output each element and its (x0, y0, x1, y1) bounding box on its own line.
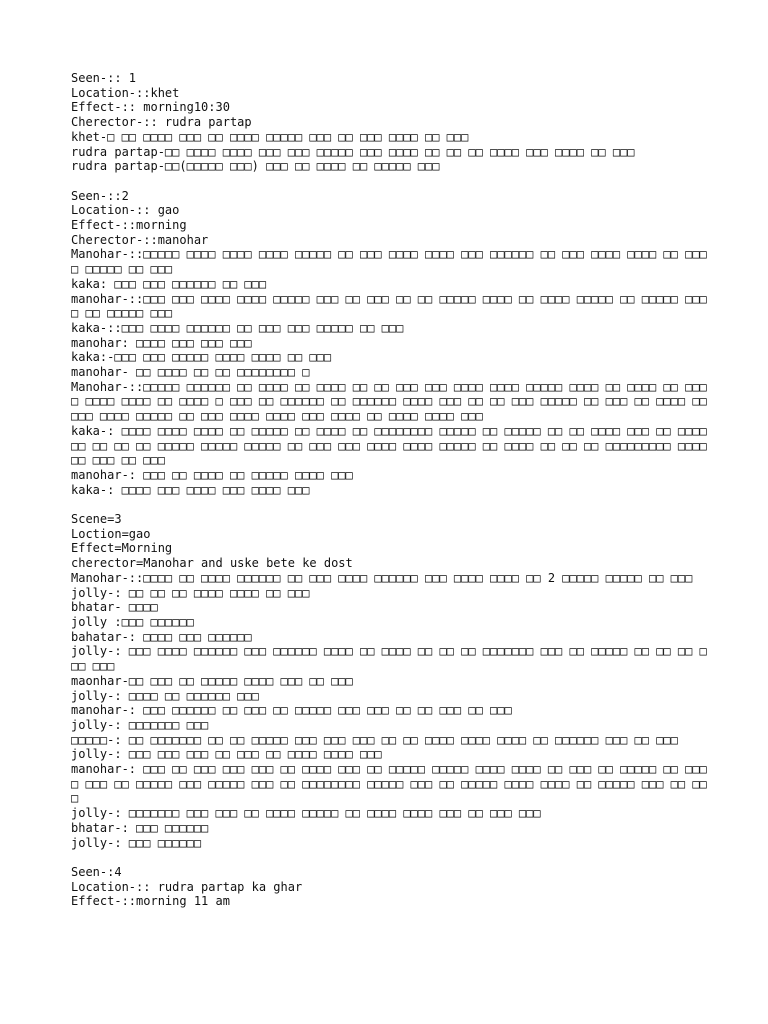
document-line: jolly-: □□□ □□□ □□□ □□ □□□ □□ □□□□ □□□□ □□□ (71, 747, 382, 762)
blank-line (71, 174, 711, 189)
document-line: jolly :□□□ □□□□□□ (71, 614, 194, 629)
document-line: kaka-: □□□□ □□□□ □□□□ □□ □□□□□ □□ □□□□ □□ □□□□□□□□ □□□□□ □□ □□□□□ □□ □□ □□□□ □□□ □□ □□□□ □□ □□ □□ □□ □□□□□ □□□□□ □□□□□ □□ □□□ □□□ □□□□ □□□□ □□□□□ □□ □□□□ □□ □□ □□ □□□□□□□□□ □□□□ □□ □□□ □□ □□□ (71, 423, 714, 468)
document-line: jolly-: □□□ □□□□□□ (71, 835, 202, 850)
document-line: rudra partap-□□ □□□□ □□□□ □□□ □□□ □□□□□ □□□ □□□□ □□ □□ □□ □□□□ □□□ □□□□ □□ □□□ (71, 144, 635, 159)
document-line: Location-:: rudra partap ka ghar (71, 879, 303, 894)
document-line: □□□□□-: □□ □□□□□□□ □□ □□ □□□□□ □□□ □□□ □□□ □□ □□ □□□□ □□□□ □□□□ □□ □□□□□□ □□□ □□ □□□ (71, 732, 678, 747)
document-line: khet-□ □□ □□□□ □□□ □□ □□□□ □□□□□ □□□ □□ □□□ □□□□ □□ □□□ (71, 129, 469, 144)
document-line: Effect-::morning 11 am (71, 894, 230, 909)
document-line: manohar- □□ □□□□ □□ □□ □□□□□□□□ □ (71, 365, 310, 380)
document-line: rudra partap-□□(□□□□□ □□□) □□□ □□ □□□□ □□ □□□□□ □□□ (71, 159, 440, 174)
document-line: bhatar-: □□□ □□□□□□ (71, 820, 209, 835)
blank-line (71, 497, 711, 512)
document-line: kaka: □□□ □□□ □□□□□□ □□ □□□ (71, 276, 267, 291)
document-line: Effect-::morning (71, 218, 187, 233)
document-line: Seen-:4 (71, 864, 122, 879)
document-line: manohar: □□□□ □□□ □□□ □□□ (71, 335, 252, 350)
document-line: cherector=Manohar and uske bete ke dost (71, 556, 353, 571)
document-line: Manohar-::□□□□□ □□□□□□ □□ □□□□ □□ □□□□ □□ □□ □□□ □□□ □□□□ □□□□ □□□□□ □□□□ □□ □□□□ □□ □□□□ □□□□ □□□□ □□ □□□□ □ □□□ □□ □□□□□□ □□ □□□□□□ □□□□ □□□ □□ □□ □□□ □□□□□ □□ □□□ □□ □□□□ □□□□□ □□□□ □□□□□ □□ □□□ □□□□ □□□□ □□□ □□□□ □□ □□□□ □□□□ □□□ (71, 379, 707, 424)
document-line: Location-:: gao (71, 203, 180, 218)
document-line: manohar-: □□□ □□ □□□□ □□ □□□□□ □□□□ □□□ (71, 467, 353, 482)
document-line: manohar-::□□□ □□□ □□□□ □□□□ □□□□□ □□□ □□ □□□ □□ □□ □□□□□ □□□□ □□ □□□□ □□□□□ □□ □□□□□ □□□□ □□ □□□□□ □□□ (71, 291, 707, 321)
document-line: bhatar- □□□□ (71, 600, 158, 615)
document-line: Manohar-::□□□□□ □□□□ □□□□ □□□□ □□□□□ □□ □□□ □□□□ □□□□ □□□ □□□□□□ □□ □□□ □□□□ □□□□ □□ □□□□ □□□□□ □□ □□□ (71, 247, 707, 277)
document-line: jolly-: □□ □□ □□ □□□□ □□□□ □□ □□□ (71, 585, 310, 600)
document-line: Effect-:: morning10:30 (71, 100, 230, 115)
document-line: Cherector-:: rudra partap (71, 115, 252, 130)
document-line: Scene=3 (71, 512, 122, 527)
document-line: Seen-:: 1 (71, 71, 137, 85)
document-line: Loction=gao (71, 526, 151, 541)
document-line: manohar-: □□□ □□□□□□ □□ □□□ □□ □□□□□ □□□ □□□ □□ □□ □□□ □□ □□□ (71, 703, 512, 718)
script-document (71, 71, 714, 909)
document-line: kaka:-□□□ □□□ □□□□□ □□□□ □□□□ □□ □□□ (71, 350, 332, 365)
blank-line (71, 850, 711, 865)
document-line: jolly-: □□□ □□□□ □□□□□□ □□□ □□□□□□ □□□□ □□ □□□□ □□ □□ □□ □□□□□□□ □□□ □□ □□□□□ □□ □□ □□ □□□ □□□ (71, 644, 707, 674)
document-line: jolly-: □□□□□□□ □□□ (71, 717, 209, 732)
document-line: Effect=Morning (71, 541, 173, 556)
document-line: Cherector-::manohar (71, 232, 209, 247)
document-line: jolly-: □□□□ □□ □□□□□□ □□□ (71, 688, 259, 703)
document-line: kaka-: □□□□ □□□ □□□□ □□□ □□□□ □□□ (71, 482, 310, 497)
document-line: bahatar-: □□□□ □□□ □□□□□□ (71, 629, 252, 644)
document-line: Location-::khet (71, 85, 180, 100)
document-line: manohar-: □□□ □□ □□□ □□□ □□□ □□ □□□□ □□□ □□ □□□□□ □□□□□ □□□□ □□□□ □□ □□□ □□ □□□□□ □□ □□□□ □□□ □□ □□□□□ □□□ □□□□□ □□□ □□ □□□□□□□□ □□□□□ □□□ □□ □□□□□ □□□□ □□□□ □□ □□□□□ □□□ □□ □□□ (71, 762, 707, 806)
document-line: kaka-::□□□ □□□□ □□□□□□ □□ □□□ □□□ □□□□□ □□ □□□ (71, 320, 404, 335)
document-line: jolly-: □□□□□□□ □□□ □□□ □□ □□□□ □□□□□ □□ □□□□ □□□□ □□□ □□ □□□ □□□ (71, 806, 541, 821)
document-line: Manohar-::□□□□ □□ □□□□ □□□□□□ □□ □□□ □□□□ □□□□□□ □□□ □□□□ □□□□ □□ 2 □□□□□ □□□□□ □□ □□□ (71, 570, 693, 585)
document-line: Seen-::2 (71, 188, 129, 203)
document-line: maonhar-□□ □□□ □□ □□□□□ □□□□ □□□ □□ □□□ (71, 673, 353, 688)
